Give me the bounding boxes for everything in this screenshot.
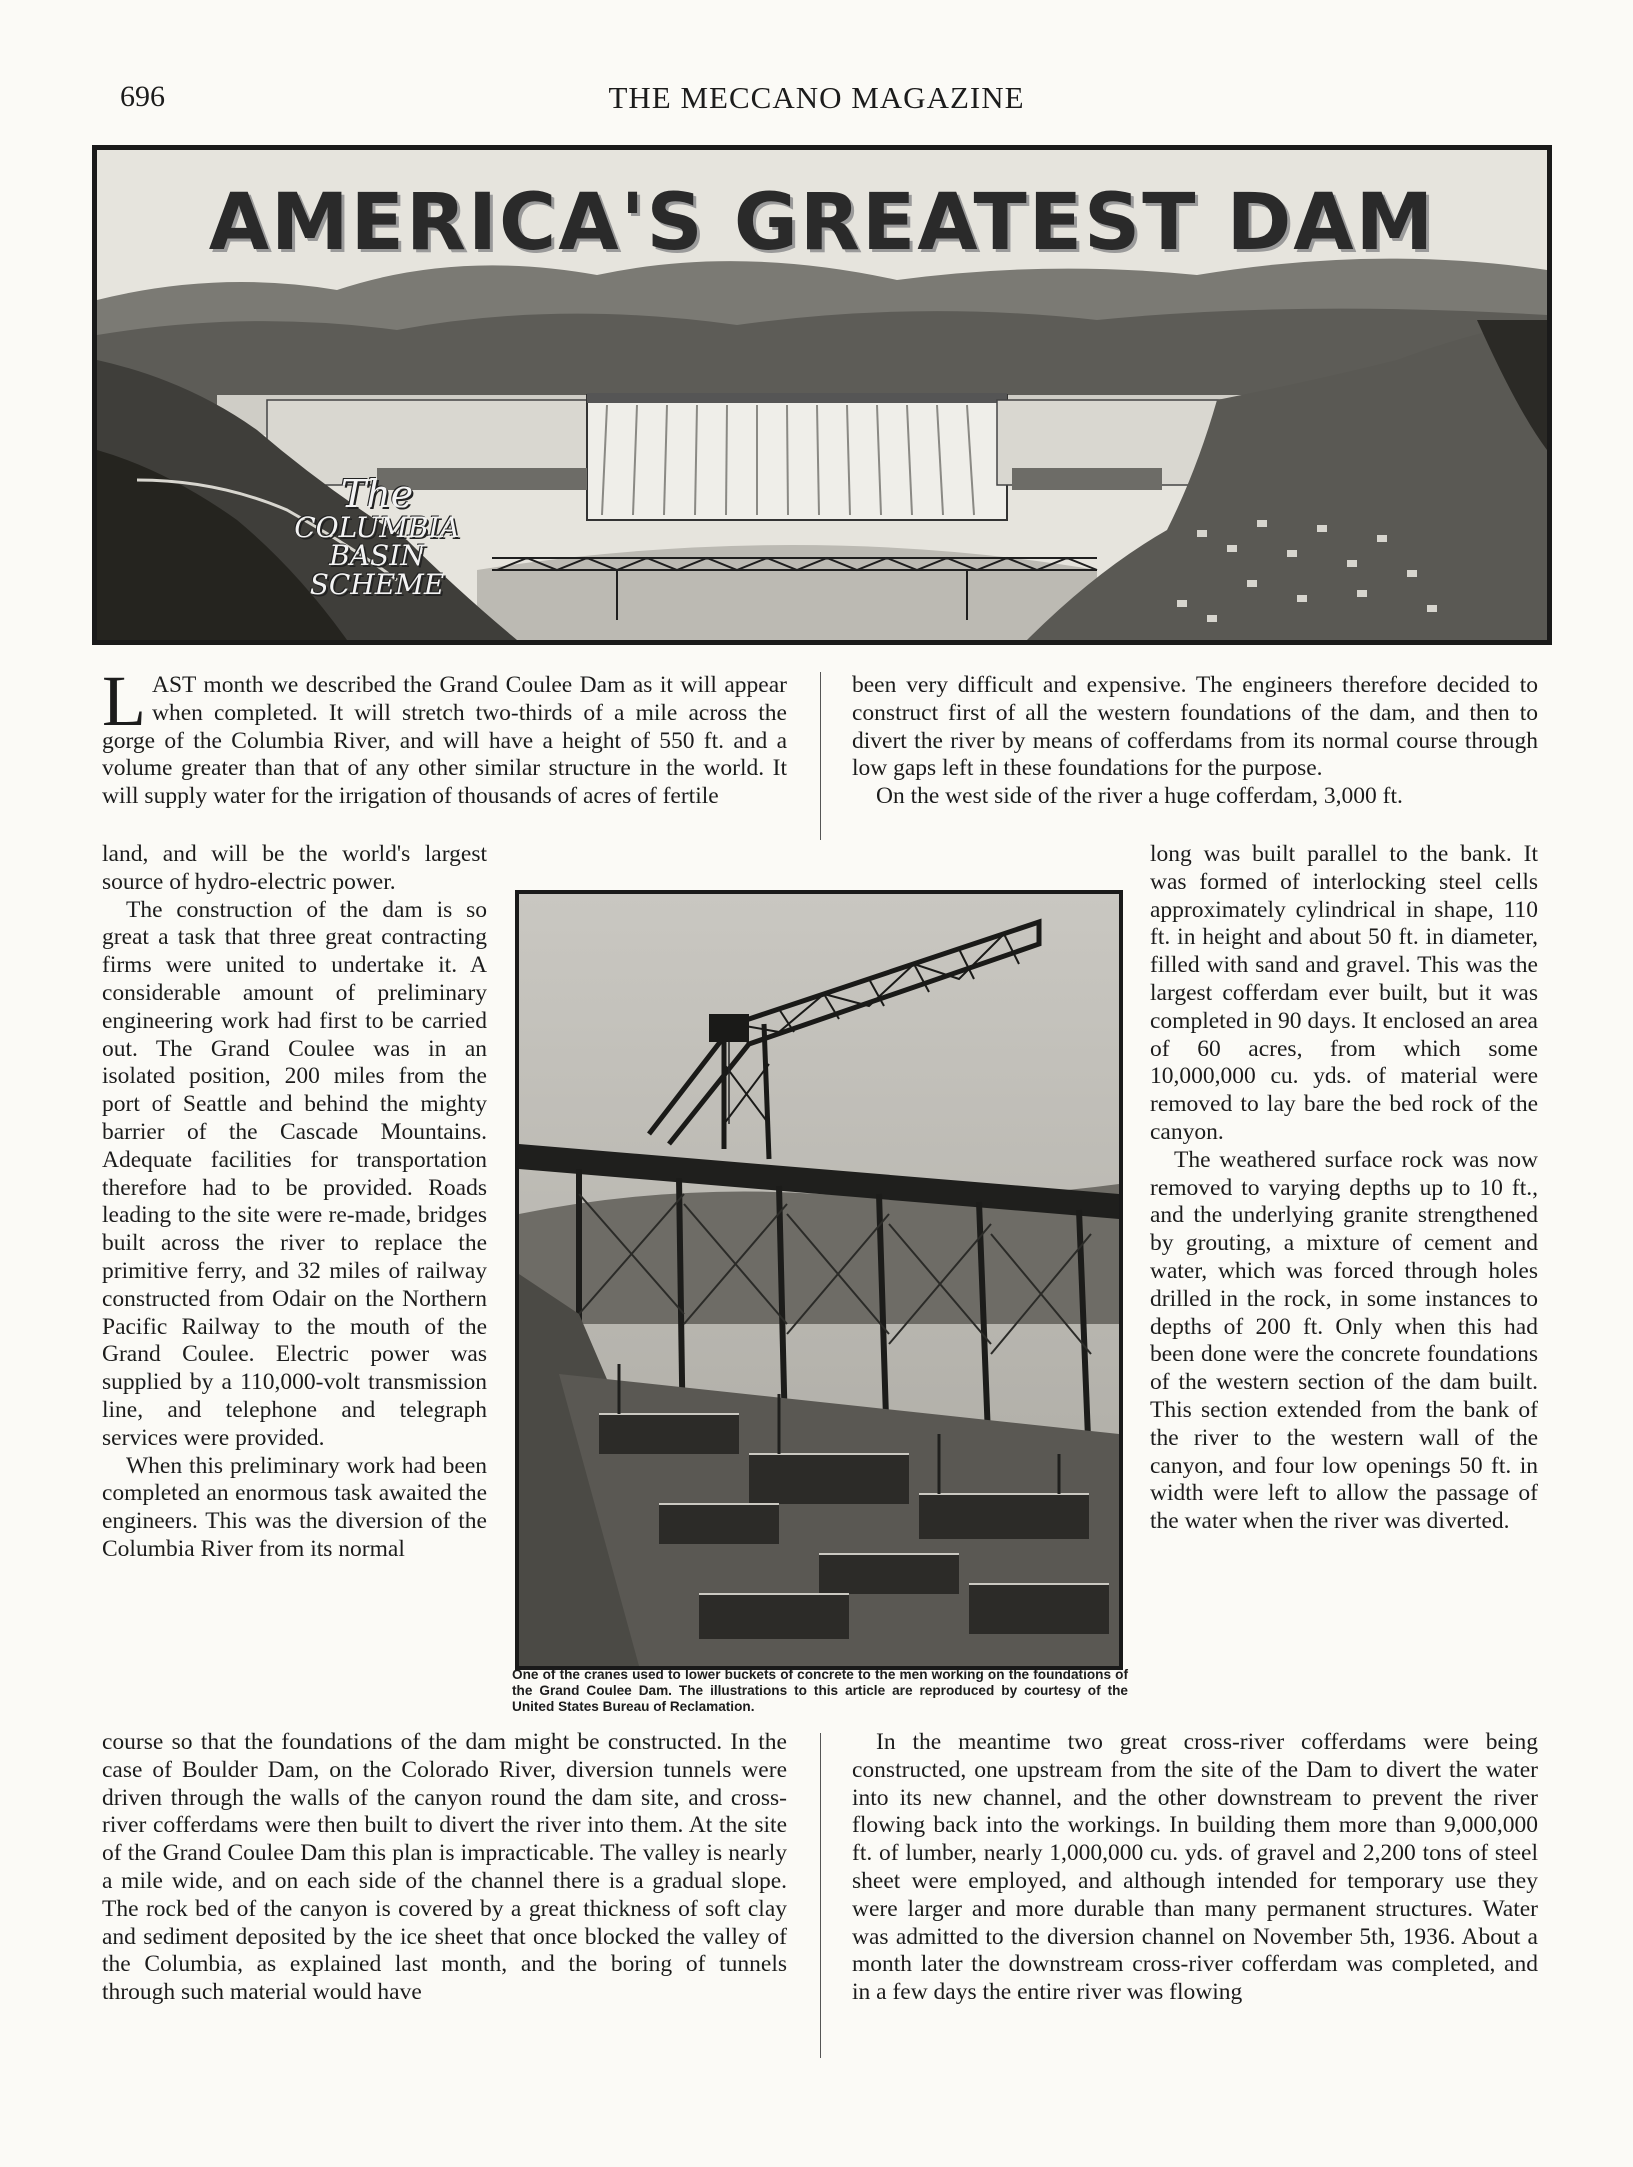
article-right-bottom: [852, 1729, 1538, 2007]
article-paragraph: course so that the foundations of the dam might be constructed. In the case of Boulder Dam, on the Colorado River, diversion tunnels were driven through the walls of the canyon round the dam site, and cross-river cofferdams were then built to divert the river into them. At the site of the Grand Coulee Dam this plan is impracticable. The valley is nearly a mile wide, and on each side of the channel there is a gradual slope. The rock bed of the canyon is covered by a great thickness of soft clay and sediment deposited by the ice sheet that once blocked the valley of the Columbia, as explained last month, and the boring of tunnels through such material would have: [102, 1729, 787, 2006]
article-paragraph: been very difficult and expensive. The engineers therefore decided to construct first of all the western foundations of the dam, and then to divert the river by means of cofferdams from its normal course through low gaps left in these foundations for the purpose.: [852, 672, 1538, 782]
photo-caption: One of the cranes used to lower buckets of concrete to the men working on the foundations of the Grand Coulee Dam. The illustrations to this article are reproduced by courtesy of the United States Bureau of Reclamation.: [512, 1667, 1128, 1714]
article-right-narrow: [1150, 841, 1538, 1536]
article-paragraph: land, and will be the world's largest source of hydro-electric power.: [102, 841, 487, 895]
article-left-narrow: [102, 841, 487, 1564]
drop-cap: L: [102, 661, 146, 741]
article-paragraph: AST month we described the Grand Coulee Dam as it will appear when completed. It will stretch two-thirds of a mile across the gorge of the Columbia River, and will have a height of 550 ft. and a volume greater than that of any other similar structure in the world. It will supply water for the irrigation of thousands of acres of fertile: [102, 672, 787, 810]
subtitle-line-2: COLUMBIA BASIN: [294, 510, 460, 573]
article-paragraph: long was built parallel to the bank. It was formed of interlocking steel cells approximately cylindrical in shape, 110 ft. in height and about 50 ft. in diameter, filled with sand and gravel. This was the largest cofferdam ever built, but it was completed in 90 days. It enclosed an area of 60 acres, from which some 10,000,000 cu. yds. of material were removed to lay bare the bed rock of the canyon.: [1150, 841, 1538, 1145]
article-paragraph: When this preliminary work had been completed an enormous task awaited the engineers. This was the diversion of the Columbia River from its normal: [102, 1452, 487, 1562]
article-paragraph: In the meantime two great cross-river cofferdams were being constructed, one upstream from the site of the Dam to divert the water into its new channel, and the other downstream to prevent the river flowing back into the workings. In building them more than 9,000,000 ft. of lumber, nearly 1,000,000 cu. yds. of gravel and 2,200 tons of steel sheet were employed, and although intended for temporary use they were larger and more durable than many permanent structures. Water was admitted to the diversion channel on November 5th, 1936. About a month later the downstream cross-river cofferdam was completed, and in a few days the entire river was flowing: [852, 1729, 1538, 2006]
banner-illustration: [92, 145, 1552, 645]
crane-photograph: [515, 890, 1123, 1670]
banner-title: AMERICA'S GREATEST DAM: [208, 178, 1436, 268]
article-left-bottom: [102, 1729, 787, 2007]
article-paragraph: On the west side of the river a huge cofferdam, 3,000 ft.: [876, 783, 1403, 810]
magazine-title: THE MECCANO MAGAZINE: [608, 80, 1025, 115]
article-paragraph: The construction of the dam is so great a task that three great contracting firms were united to undertake it. A considerable amount of preliminary engineering work had first to be carried out. The Grand Coulee was in an isolated position, 200 miles from the port of Seattle and behind the mighty barrier of the Cascade Mountains. Adequate facilities for transportation therefore had to be provided. Roads leading to the site were re-made, bridges built across the river to replace the primitive ferry, and 32 miles of railway constructed from Odair on the Northern Pacific Railway to the mouth of the Grand Coulee. Electric power was supplied by a 110,000-volt transmission line, and telephone and telegraph services were provided.: [102, 896, 487, 1451]
article-right-top: [852, 672, 1538, 811]
column-rule: [820, 1733, 821, 2058]
crane-construction-image: [519, 894, 1119, 1666]
column-rule: [820, 672, 821, 840]
article-paragraph: The weathered surface rock was now removed to varying depths up to 10 ft., and the underlying granite strengthened by grouting, a mixture of cement and water, which was forced through holes drilled in the rock, in some instances to depths of 200 ft. Only when this had been done were the concrete foundations of the western section of the dam built. This section extended from the bank of the river to the western wall of the canyon, and four low openings 50 ft. in width were left to allow the passage of the water when the river was diverted.: [1150, 1146, 1538, 1535]
subtitle-line-1: The: [340, 472, 414, 516]
banner-subtitle: [247, 472, 507, 601]
subtitle-line-3: SCHEME: [309, 567, 445, 601]
page-number: 696: [120, 80, 165, 113]
article-left-top: [102, 661, 787, 811]
